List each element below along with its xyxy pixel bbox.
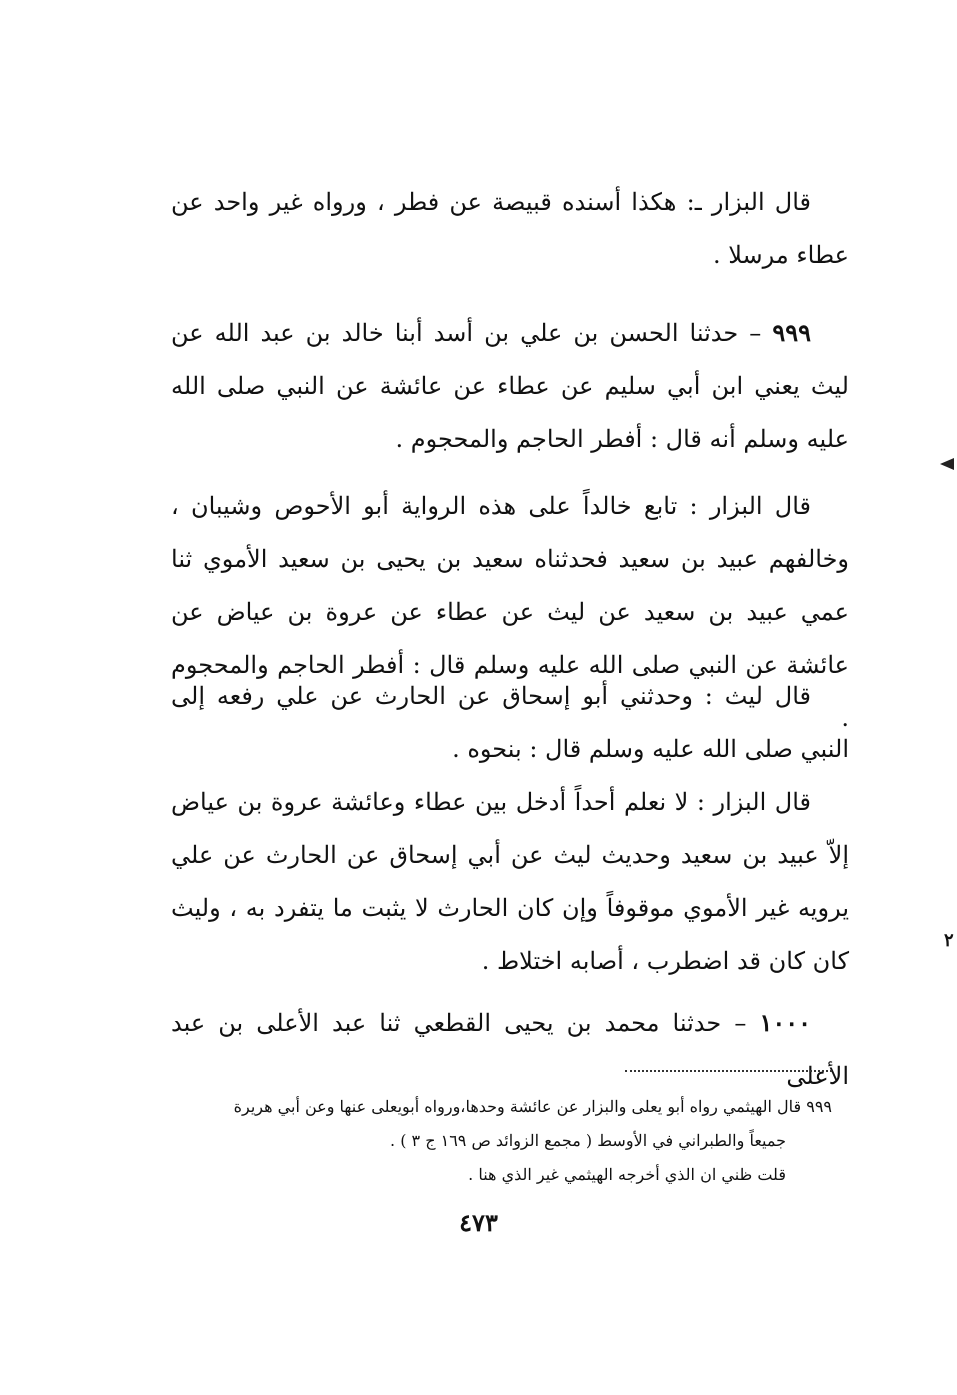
paragraph-text: قال البزار : تابع خالداً على هذه الرواية أبو الأحوص وشيبان ، وخالفهم عبيد بن سعيد فحدثناه سعيد بن يحيى بن سعيد الأموي ثنا عمي عبيد بن سعيد عن ليث عن عطاء عن عروة بن عياض عن عائشة عن النبي صلى الله عليه وسلم قال : أفطر الحاجم والمحجوم . (171, 492, 849, 732)
page-number: ٤٧٣ (459, 1208, 498, 1237)
footnotes (162, 1090, 832, 1192)
hadith-number: ٩٩٩ (772, 318, 811, 347)
margin-mark: ٢ (944, 930, 954, 951)
paragraph-text: قال البزار ـ: هكذا أسنده قبيصة عن فطر ، ورواه غير واحد عن عطاء مرسلا . (171, 188, 849, 269)
hadith-text: – حدثنا الحسن بن علي بن أسد أبنا خالد بن عبد الله عن ليث يعني ابن أبي سليم عن عطاء عن عائشة عن النبي صلى الله عليه وسلم أنه قال : أفطر الحاجم والمحجوم . (171, 319, 849, 453)
paragraph-bazzar-comment-1 (171, 176, 849, 282)
paragraph-bazzar-comment-3 (171, 776, 849, 988)
paragraph-text: قال ليث : وحدثني أبو إسحاق عن الحارث عن علي رفعه إلى النبي صلى الله عليه وسلم قال : بنحوه . (171, 682, 849, 763)
margin-arrow-icon (940, 458, 954, 470)
paragraph-text: قال البزار : لا نعلم أحداً أدخل بين عطاء وعائشة عروة بن عياض إلاّ عبيد بن سعيد وحديث ليث عن أبي إسحاق عن الحارث عن علي يرويه غير الأموي موقوفاً وإن كان الحارث لا يثبت ما يتفرد به ، وليث كان كان قد اضطرب ، أصابه اختلاط . (171, 788, 849, 975)
hadith-number: ١٠٠٠ (759, 1008, 811, 1037)
hadith-999 (171, 306, 849, 466)
hadith-1000 (171, 996, 849, 1103)
footnote-line: قلت ظني ان الذي أخرجه الهيثمي غير الذي هنا . (468, 1165, 786, 1184)
footnote-divider (625, 1070, 832, 1072)
hadith-text: – حدثنا محمد بن يحيى القطعي ثنا عبد الأعلى بن عبد الأعلى (171, 1009, 849, 1090)
footnote-line: جميعاً والطبراني في الأوسط ( مجمع الزوائد ص ١٦٩ ج ٣ ) . (390, 1131, 786, 1150)
footnote-line: ٩٩٩ قال الهيثمي رواه أبو يعلى والبزار عن عائشة وحدها،ورواه أبويعلى عنها وعن أبي هريرة (233, 1097, 832, 1116)
paragraph-layth-narration (171, 670, 849, 776)
